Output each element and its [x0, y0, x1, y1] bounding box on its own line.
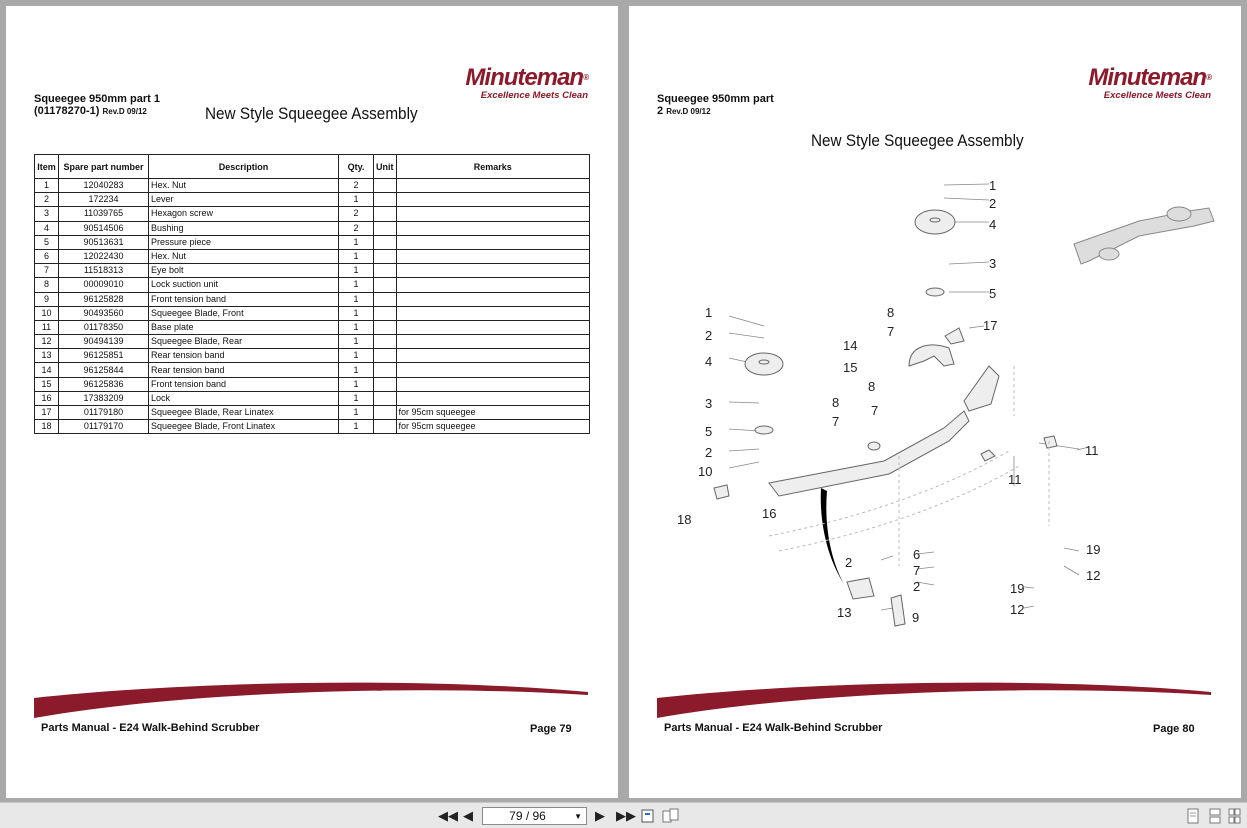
cell-part-number: 90514506: [59, 221, 149, 235]
cell-description: Base plate: [149, 320, 339, 334]
callout-label: 3: [705, 396, 713, 411]
cell-qty: 1: [339, 249, 374, 263]
cell-remarks: [396, 335, 590, 349]
cell-part-number: 12022430: [59, 249, 149, 263]
cell-item: 5: [35, 235, 59, 249]
footer-swoosh: [32, 674, 592, 724]
cell-part-number: 01179170: [59, 420, 149, 434]
cell-description: Eye bolt: [149, 264, 339, 278]
cell-item: 1: [35, 179, 59, 193]
cell-qty: 1: [339, 306, 374, 320]
cell-unit: [374, 406, 397, 420]
table-row: [35, 278, 590, 292]
cell-part-number: 17383209: [59, 391, 149, 405]
cell-qty: 1: [339, 264, 374, 278]
callout-label: 12: [1086, 568, 1101, 583]
cell-unit: [374, 292, 397, 306]
cell-item: 12: [35, 335, 59, 349]
cell-unit: [374, 221, 397, 235]
cell-part-number: 01179180: [59, 406, 149, 420]
chevron-down-icon[interactable]: ▼: [574, 812, 582, 821]
cell-qty: 1: [339, 335, 374, 349]
callout-label: 7: [887, 324, 895, 339]
table-row: [35, 193, 590, 207]
cell-remarks: [396, 193, 590, 207]
cell-part-number: 01178350: [59, 320, 149, 334]
table-row: [35, 377, 590, 391]
cell-unit: [374, 264, 397, 278]
cell-remarks: [396, 377, 590, 391]
table-row: [35, 349, 590, 363]
table-row: [35, 391, 590, 405]
table-row: [35, 320, 590, 334]
cell-qty: 1: [339, 235, 374, 249]
cell-remarks: [396, 363, 590, 377]
footer-page-number: Page 79: [530, 723, 572, 735]
cell-remarks: [396, 349, 590, 363]
cell-description: Pressure piece: [149, 235, 339, 249]
continuous-view-icon[interactable]: [1208, 808, 1222, 824]
page-subtitle: Squeegee 950mm part 2 Rev.D 09/12: [657, 93, 774, 117]
col-header-unit: Unit: [374, 155, 397, 179]
callout-label: 4: [705, 354, 713, 369]
table-row: [35, 406, 590, 420]
cell-part-number: 90513631: [59, 235, 149, 249]
cell-part-number: 172234: [59, 193, 149, 207]
callout-label: 2: [913, 579, 921, 594]
cell-item: 15: [35, 377, 59, 391]
col-header-item: Item: [35, 155, 59, 179]
cell-item: 2: [35, 193, 59, 207]
callout-label: 4: [989, 217, 997, 232]
cell-item: 14: [35, 363, 59, 377]
cell-qty: 1: [339, 292, 374, 306]
cell-description: Squeegee Blade, Rear Linatex: [149, 406, 339, 420]
callout-label: 2: [989, 196, 997, 211]
callout-label: 9: [912, 610, 920, 625]
cell-item: 8: [35, 278, 59, 292]
callout-label: 3: [989, 256, 997, 271]
cell-remarks: [396, 235, 590, 249]
brand-tagline: Excellence Meets Clean: [480, 90, 588, 101]
cell-part-number: 96125836: [59, 377, 149, 391]
cell-remarks: [396, 179, 590, 193]
cell-qty: 1: [339, 320, 374, 334]
cell-part-number: 11518313: [59, 264, 149, 278]
cell-part-number: 12040283: [59, 179, 149, 193]
callout-label: 11: [1085, 443, 1099, 458]
table-row: [35, 179, 590, 193]
callout-label: 11: [1008, 472, 1022, 487]
cell-remarks: [396, 264, 590, 278]
cell-description: Rear tension band: [149, 363, 339, 377]
cell-description: Lock suction unit: [149, 278, 339, 292]
callout-label: 13: [837, 605, 852, 620]
col-header-remarks: Remarks: [396, 155, 590, 179]
col-header-description: Description: [149, 155, 339, 179]
callout-label: 7: [871, 403, 879, 418]
callout-label: 15: [843, 360, 858, 375]
callout-label: 17: [983, 318, 998, 333]
table-row: [35, 335, 590, 349]
two-page-view-icon[interactable]: [662, 808, 680, 824]
callout-label: 8: [887, 305, 895, 320]
cell-remarks: [396, 306, 590, 320]
cell-item: 4: [35, 221, 59, 235]
cell-remarks: [396, 278, 590, 292]
cell-item: 3: [35, 207, 59, 221]
table-row: [35, 207, 590, 221]
page-title: New Style Squeegee Assembly: [811, 131, 1024, 150]
cell-item: 10: [35, 306, 59, 320]
callout-label: 5: [705, 424, 713, 439]
cell-item: 9: [35, 292, 59, 306]
table-row: [35, 235, 590, 249]
cell-description: Lock: [149, 391, 339, 405]
callout-label: 1: [705, 305, 713, 320]
viewer-toolbar: [0, 802, 1247, 828]
table-header-row: [35, 155, 590, 179]
cell-unit: [374, 249, 397, 263]
callout-label: 12: [1010, 602, 1025, 617]
cell-remarks: [396, 320, 590, 334]
cell-unit: [374, 391, 397, 405]
cell-remarks: [396, 249, 590, 263]
cell-unit: [374, 235, 397, 249]
cell-item: 7: [35, 264, 59, 278]
cell-remarks: for 95cm squeegee: [396, 406, 590, 420]
callout-label: 14: [843, 338, 858, 353]
page-title: New Style Squeegee Assembly: [205, 104, 418, 123]
cell-qty: 1: [339, 278, 374, 292]
callout-label: 16: [762, 506, 777, 521]
table-row: [35, 363, 590, 377]
callout-label: 19: [1010, 581, 1025, 596]
cell-remarks: for 95cm squeegee: [396, 420, 590, 434]
page-number-input[interactable]: 79 / 96 ▼: [482, 807, 587, 825]
cell-description: Squeegee Blade, Rear: [149, 335, 339, 349]
col-header-qty: Qty.: [339, 155, 374, 179]
cell-item: 13: [35, 349, 59, 363]
cell-part-number: 96125828: [59, 292, 149, 306]
cell-qty: 1: [339, 193, 374, 207]
cell-unit: [374, 349, 397, 363]
cell-qty: 1: [339, 406, 374, 420]
footer-swoosh: [655, 674, 1215, 724]
cell-description: Hexagon screw: [149, 207, 339, 221]
callout-label: 7: [832, 414, 840, 429]
fit-page-icon[interactable]: [640, 808, 656, 824]
callout-label: 2: [705, 445, 713, 460]
cell-remarks: [396, 391, 590, 405]
callout-label: 2: [845, 555, 853, 570]
cell-description: Hex. Nut: [149, 249, 339, 263]
cell-unit: [374, 306, 397, 320]
parts-table: [34, 154, 590, 434]
cell-description: Lever: [149, 193, 339, 207]
cell-item: 6: [35, 249, 59, 263]
cell-description: Front tension band: [149, 377, 339, 391]
cell-remarks: [396, 207, 590, 221]
cell-description: Squeegee Blade, Front: [149, 306, 339, 320]
cell-unit: [374, 193, 397, 207]
cell-item: 18: [35, 420, 59, 434]
callout-label: 1: [989, 178, 997, 193]
cell-unit: [374, 363, 397, 377]
callout-label: 8: [832, 395, 840, 410]
footer-manual-title: Parts Manual - E24 Walk-Behind Scrubber: [664, 722, 883, 734]
cell-description: Bushing: [149, 221, 339, 235]
cell-remarks: [396, 221, 590, 235]
exploded-diagram: [669, 166, 1229, 646]
table-row: [35, 264, 590, 278]
cell-unit: [374, 377, 397, 391]
cell-part-number: 90493560: [59, 306, 149, 320]
cell-description: Front tension band: [149, 292, 339, 306]
cell-description: Squeegee Blade, Front Linatex: [149, 420, 339, 434]
callout-label: 5: [989, 286, 997, 301]
cell-remarks: [396, 292, 590, 306]
facing-view-icon[interactable]: [1228, 808, 1242, 824]
right-page: [629, 6, 1241, 798]
last-page-icon[interactable]: ▶▶: [616, 808, 636, 823]
cell-qty: 1: [339, 363, 374, 377]
cell-item: 11: [35, 320, 59, 334]
cell-qty: 1: [339, 391, 374, 405]
cell-qty: 2: [339, 221, 374, 235]
footer-manual-title: Parts Manual - E24 Walk-Behind Scrubber: [41, 722, 260, 734]
left-page: [6, 6, 618, 798]
cell-unit: [374, 207, 397, 221]
cell-part-number: 00009010: [59, 278, 149, 292]
cell-part-number: 96125844: [59, 363, 149, 377]
brand-logo: Minuteman® Excellence Meets Clean: [1088, 64, 1211, 101]
col-header-part: Spare part number: [59, 155, 149, 179]
page-subtitle: Squeegee 950mm part 1 (01178270-1) Rev.D 09/12: [34, 93, 160, 117]
callout-label: 19: [1086, 542, 1101, 557]
callout-label: 8: [868, 379, 876, 394]
table-row: [35, 292, 590, 306]
cell-qty: 2: [339, 207, 374, 221]
callout-label: 18: [677, 512, 692, 527]
prev-page-icon[interactable]: ◀: [463, 808, 473, 823]
cell-part-number: 11039765: [59, 207, 149, 221]
cell-unit: [374, 335, 397, 349]
table-row: [35, 306, 590, 320]
callout-label: 10: [698, 464, 713, 479]
brand-tagline: Excellence Meets Clean: [1103, 90, 1211, 101]
cell-unit: [374, 420, 397, 434]
cell-qty: 1: [339, 377, 374, 391]
single-page-view-icon[interactable]: [1186, 808, 1200, 824]
table-row: [35, 249, 590, 263]
callout-label: 7: [913, 563, 921, 578]
cell-description: Hex. Nut: [149, 179, 339, 193]
callout-label: 2: [705, 328, 713, 343]
cell-part-number: 96125851: [59, 349, 149, 363]
callout-label: 6: [913, 547, 921, 562]
footer-page-number: Page 80: [1153, 723, 1195, 735]
cell-unit: [374, 320, 397, 334]
next-page-icon[interactable]: ▶: [595, 808, 605, 823]
cell-qty: 2: [339, 179, 374, 193]
table-row: [35, 420, 590, 434]
cell-qty: 1: [339, 420, 374, 434]
cell-description: Rear tension band: [149, 349, 339, 363]
cell-item: 16: [35, 391, 59, 405]
brand-logo: Minuteman® Excellence Meets Clean: [465, 64, 588, 101]
cell-unit: [374, 179, 397, 193]
cell-part-number: 90494139: [59, 335, 149, 349]
cell-qty: 1: [339, 349, 374, 363]
cell-unit: [374, 278, 397, 292]
cell-item: 17: [35, 406, 59, 420]
first-page-icon[interactable]: ◀◀: [438, 808, 458, 823]
table-row: [35, 221, 590, 235]
